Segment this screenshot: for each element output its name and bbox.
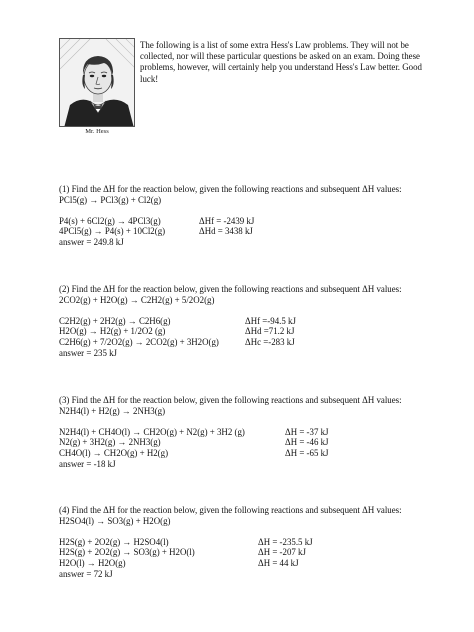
- given-enthalpy: ΔH = -235.5 kJ: [258, 536, 313, 547]
- problem-1-given-1: [59, 216, 439, 227]
- problem-1: [59, 184, 439, 248]
- problem-1-given-2: [59, 226, 439, 237]
- problem-2-given-2: [59, 326, 439, 337]
- problem-1-target: PCl5(g) → PCl3(g) + Cl2(g): [59, 194, 162, 205]
- problem-2: [59, 284, 439, 358]
- given-equation: C2H2(g) + 2H2(g) → C2H6(g): [59, 315, 171, 326]
- problem-3-given-1: [59, 427, 439, 438]
- given-enthalpy: ΔHf =-94.5 kJ: [245, 315, 296, 326]
- problem-1-answer: answer = 249.8 kJ: [59, 236, 124, 247]
- given-enthalpy: ΔH = 44 kJ: [258, 557, 299, 568]
- portrait-caption: Mr. Hess: [85, 128, 109, 135]
- given-equation: C2H6(g) + 7/2O2(g) → 2CO2(g) + 3H2O(g): [59, 336, 219, 347]
- problem-4-prompt: (4) Find the ΔH for the reaction below, given the following reactions and subsequent ΔH values:: [59, 505, 402, 515]
- given-enthalpy: ΔHd = 3438 kJ: [199, 226, 253, 237]
- given-enthalpy: ΔH = -46 kJ: [285, 437, 329, 448]
- problem-3: [59, 395, 439, 469]
- problem-2-given-3: [59, 337, 439, 348]
- problem-4-answer: answer = 72 kJ: [59, 568, 113, 579]
- given-equation: P4(s) + 6Cl2(g) → 4PCl3(g): [59, 215, 161, 226]
- problem-4-given-1: [59, 537, 439, 548]
- given-enthalpy: ΔH = -37 kJ: [285, 426, 329, 437]
- given-equation: H2S(g) + 2O2(g) → SO3(g) + H2O(l): [59, 547, 195, 558]
- given-enthalpy: ΔHc =-283 kJ: [245, 336, 295, 347]
- hess-portrait: [59, 38, 135, 127]
- problem-2-target: 2CO2(g) + H2O(g) → C2H2(g) + 5/2O2(g): [59, 294, 215, 305]
- given-equation: H2O(g) → H2(g) + 1/2O2 (g): [59, 326, 166, 337]
- intro-paragraph: The following is a list of some extra Hess's Law problems. They will not be collected, nor will these particular questions be asked on an exam. Doing these problems, however, will certainly help you understand Hess's Law better. Good luck!: [140, 40, 422, 84]
- given-enthalpy: ΔH = -65 kJ: [285, 447, 329, 458]
- problem-4-target: H2SO4(l) → SO3(g) + H2O(g): [59, 515, 171, 526]
- given-enthalpy: ΔHd =71.2 kJ: [245, 326, 295, 337]
- problem-3-given-2: [59, 437, 439, 448]
- given-enthalpy: ΔHf = -2439 kJ: [199, 215, 255, 226]
- given-equation: 4PCl5(g) → P4(s) + 10Cl2(g): [59, 226, 166, 237]
- given-equation: H2S(g) + 2O2(g) → H2SO4(l): [59, 536, 169, 547]
- problem-4: [59, 505, 439, 579]
- given-equation: N2(g) + 3H2(g) → 2NH3(g): [59, 437, 161, 448]
- problem-3-answer: answer = -18 kJ: [59, 458, 116, 469]
- problem-4-given-3: [59, 558, 439, 569]
- hess-portrait-drawing: [60, 39, 135, 127]
- problem-3-prompt: (3) Find the ΔH for the reaction below, given the following reactions and subsequent ΔH values:: [59, 395, 402, 405]
- given-enthalpy: ΔH = -207 kJ: [258, 547, 306, 558]
- given-equation: H2O(l) → H2O(g): [59, 557, 126, 568]
- given-equation: N2H4(l) + CH4O(l) → CH2O(g) + N2(g) + 3H2 (g): [59, 426, 245, 437]
- problem-2-given-1: [59, 316, 439, 327]
- problem-4-given-2: [59, 547, 439, 558]
- problem-3-given-3: [59, 448, 439, 459]
- problem-2-prompt: (2) Find the ΔH for the reaction below, given the following reactions and subsequent ΔH values:: [59, 284, 402, 294]
- problem-3-target: N2H4(l) + H2(g) → 2NH3(g): [59, 405, 166, 416]
- given-equation: CH4O(l) → CH2O(g) + H2(g): [59, 447, 169, 458]
- problem-2-answer: answer = 235 kJ: [59, 347, 117, 358]
- problem-1-prompt: (1) Find the ΔH for the reaction below, given the following reactions and subsequent ΔH values:: [59, 184, 402, 194]
